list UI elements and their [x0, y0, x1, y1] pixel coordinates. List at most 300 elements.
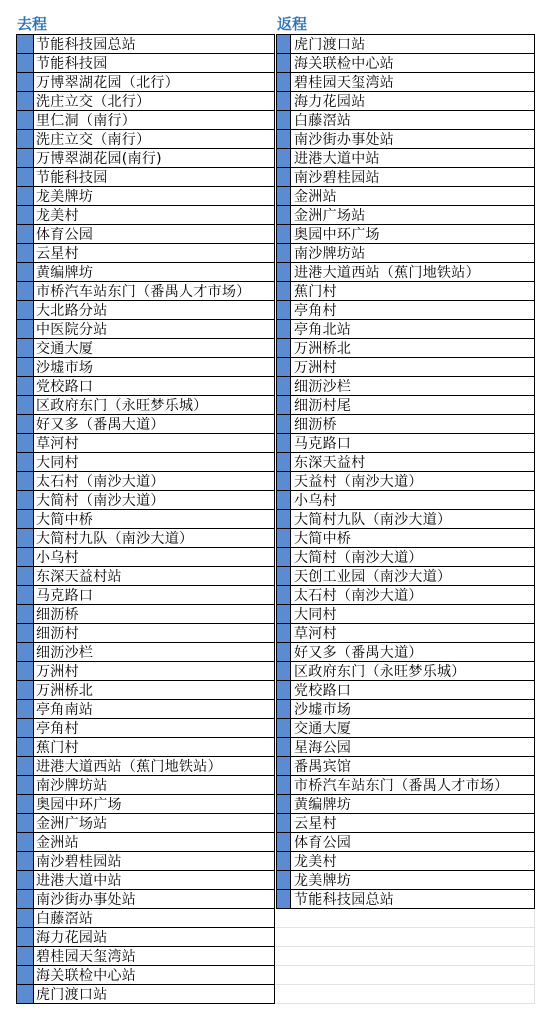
stop-name: 黄编牌坊 [36, 265, 94, 281]
stop-row[interactable] [16, 301, 275, 320]
stop-marker [17, 358, 34, 376]
stop-row[interactable] [276, 358, 535, 377]
empty-grid-row [276, 928, 535, 947]
stop-marker [277, 282, 291, 300]
stop-row[interactable] [16, 396, 275, 415]
stop-row[interactable] [16, 605, 275, 624]
stop-row[interactable] [16, 700, 275, 719]
stop-name: 进港大道西站（蕉门地铁站） [36, 759, 222, 775]
stop-name: 碧桂园天玺湾站 [294, 75, 395, 91]
stop-marker [17, 586, 34, 604]
stop-row[interactable] [16, 852, 275, 871]
stop-name: 进港大道中站 [36, 873, 122, 889]
stop-name: 党校路口 [36, 379, 94, 395]
stop-row[interactable] [276, 643, 535, 662]
stop-name: 交通大厦 [36, 341, 94, 357]
stop-marker [277, 567, 291, 585]
stop-marker [17, 301, 34, 319]
stop-row[interactable] [276, 206, 535, 225]
stop-name: 小乌村 [294, 493, 337, 509]
stop-marker [17, 567, 34, 585]
stop-marker [17, 985, 34, 1003]
stop-row[interactable] [16, 624, 275, 643]
stop-marker [277, 415, 291, 433]
stop-name: 大简中桥 [294, 531, 352, 547]
stop-row[interactable] [276, 681, 535, 700]
stop-name: 白藤滘站 [36, 911, 94, 927]
stop-row[interactable] [276, 453, 535, 472]
stop-name: 里仁洞（南行） [36, 113, 137, 129]
stop-row[interactable] [16, 320, 275, 339]
stop-marker [277, 377, 291, 395]
stop-marker [277, 244, 291, 262]
stop-name: 星海公园 [294, 740, 352, 756]
stop-marker [277, 54, 291, 72]
stop-row[interactable] [16, 738, 275, 757]
stop-row[interactable] [16, 73, 275, 92]
stop-marker [277, 643, 291, 661]
stop-marker [17, 73, 34, 91]
stop-name: 大简村九队（南沙大道） [36, 531, 194, 547]
stop-name: 白藤滘站 [294, 113, 352, 129]
stop-row[interactable] [276, 415, 535, 434]
stop-name: 好又多（番禺大道） [294, 645, 423, 661]
stop-row[interactable] [16, 491, 275, 510]
stop-marker [277, 434, 291, 452]
stop-name: 沙墟市场 [36, 360, 94, 376]
stop-row[interactable] [16, 168, 275, 187]
stop-name: 进港大道西站（蕉门地铁站） [294, 265, 480, 281]
stop-marker [17, 244, 34, 262]
stop-row[interactable] [16, 472, 275, 491]
stop-row[interactable] [16, 377, 275, 396]
stop-row[interactable] [276, 377, 535, 396]
stop-marker [17, 149, 34, 167]
stop-marker [17, 54, 34, 72]
stop-row[interactable] [16, 795, 275, 814]
stop-marker [277, 187, 291, 205]
stop-marker [17, 339, 34, 357]
stop-marker [17, 510, 34, 528]
stop-row[interactable] [276, 814, 535, 833]
stop-name: 中医院分站 [36, 322, 108, 338]
stop-row[interactable] [16, 662, 275, 681]
stop-name: 节能科技园 [36, 56, 108, 72]
stop-marker [17, 852, 34, 870]
stop-marker [277, 510, 291, 528]
stop-row[interactable] [16, 681, 275, 700]
stop-marker [277, 833, 291, 851]
stop-row[interactable] [276, 529, 535, 548]
stop-name: 金洲广场站 [36, 816, 108, 832]
stop-name: 太石村（南沙大道） [294, 588, 423, 604]
stop-row[interactable] [276, 396, 535, 415]
stop-marker [17, 92, 34, 110]
stop-row[interactable] [276, 187, 535, 206]
stop-marker [17, 681, 34, 699]
stop-name: 金洲站 [294, 189, 337, 205]
stop-name: 细沥沙栏 [294, 379, 352, 395]
stop-name: 万洲桥北 [36, 683, 94, 699]
stop-marker [277, 852, 291, 870]
outbound-stop-list [16, 34, 275, 1004]
stop-row[interactable] [276, 472, 535, 491]
stop-row[interactable] [276, 567, 535, 586]
stop-name: 南沙街办事处站 [36, 892, 137, 908]
outbound-column [16, 14, 275, 1004]
stop-name: 交通大厦 [294, 721, 352, 737]
stop-row[interactable] [16, 34, 275, 54]
stop-name: 南沙碧桂园站 [294, 170, 380, 186]
stop-marker [277, 662, 291, 680]
stop-marker [17, 35, 34, 53]
stop-row[interactable] [16, 966, 275, 985]
stop-marker [17, 548, 34, 566]
stop-name: 体育公园 [294, 835, 352, 851]
empty-grid-area [276, 909, 535, 1004]
stop-marker [17, 928, 34, 946]
stop-row[interactable] [276, 149, 535, 168]
stop-name: 南沙牌坊站 [36, 778, 108, 794]
stop-name: 大同村 [36, 455, 79, 471]
stop-name: 区政府东门（永旺梦乐城） [36, 398, 208, 414]
stop-row[interactable] [276, 510, 535, 529]
stop-marker [277, 73, 291, 91]
stop-row[interactable] [276, 320, 535, 339]
stop-marker [17, 111, 34, 129]
stop-marker [17, 377, 34, 395]
stop-marker [17, 472, 34, 490]
stop-name: 龙美村 [294, 854, 337, 870]
stop-row[interactable] [16, 339, 275, 358]
stop-marker [277, 320, 291, 338]
stop-name: 节能科技园总站 [36, 37, 137, 53]
stop-name: 马克路口 [36, 588, 94, 604]
stop-row[interactable] [16, 567, 275, 586]
stop-name: 党校路口 [294, 683, 352, 699]
stop-row[interactable] [276, 624, 535, 643]
stop-marker [17, 624, 34, 642]
stop-marker [277, 206, 291, 224]
stop-row[interactable] [16, 111, 275, 130]
stop-name: 区政府东门（永旺梦乐城） [294, 664, 466, 680]
stop-row[interactable] [276, 852, 535, 871]
stop-name: 蕉门村 [294, 284, 337, 300]
stop-name: 万洲桥北 [294, 341, 352, 357]
stop-name: 奥园中环广场 [36, 797, 122, 813]
stop-marker [277, 871, 291, 889]
stop-row[interactable] [16, 776, 275, 795]
stop-name: 草河村 [36, 436, 79, 452]
stop-marker [277, 700, 291, 718]
empty-grid-row [276, 985, 535, 1004]
stop-marker [277, 757, 291, 775]
stop-marker [277, 396, 291, 414]
stop-marker [17, 700, 34, 718]
stop-marker [277, 529, 291, 547]
stop-row[interactable] [16, 244, 275, 263]
stop-row[interactable] [16, 225, 275, 244]
stop-name: 亭角村 [294, 303, 337, 319]
stop-marker [277, 358, 291, 376]
stop-marker [17, 795, 34, 813]
stop-name: 大简村（南沙大道） [294, 550, 423, 566]
stop-marker [277, 111, 291, 129]
stop-name: 云星村 [294, 816, 337, 832]
stop-name: 大简村（南沙大道） [36, 493, 165, 509]
stop-name: 洗庄立交（南行） [36, 132, 151, 148]
stop-marker [277, 681, 291, 699]
stop-row[interactable] [16, 643, 275, 662]
stop-name: 亭角北站 [294, 322, 352, 338]
stop-name: 细沥村 [36, 626, 79, 642]
stop-name: 海关联检中心站 [294, 56, 395, 72]
stop-row[interactable] [16, 947, 275, 966]
stop-name: 龙美牌坊 [294, 873, 352, 889]
stop-marker [17, 966, 34, 984]
stop-row[interactable] [276, 244, 535, 263]
stop-marker [17, 206, 34, 224]
stop-row[interactable] [276, 795, 535, 814]
stop-row[interactable] [16, 434, 275, 453]
stop-name: 细沥村尾 [294, 398, 352, 414]
stop-marker [17, 890, 34, 908]
stop-row[interactable] [276, 548, 535, 567]
stop-row[interactable] [276, 225, 535, 244]
stop-marker [17, 225, 34, 243]
stop-name: 细沥沙栏 [36, 645, 94, 661]
stop-name: 云星村 [36, 246, 79, 262]
stop-marker [17, 396, 34, 414]
stop-row[interactable] [16, 890, 275, 909]
stop-marker [17, 187, 34, 205]
stop-row[interactable] [276, 491, 535, 510]
stop-name: 碧桂园天玺湾站 [36, 949, 137, 965]
stop-name: 节能科技园总站 [294, 892, 395, 908]
stop-name: 细沥桥 [36, 607, 79, 623]
stop-name: 小乌村 [36, 550, 79, 566]
stop-marker [17, 719, 34, 737]
stop-row[interactable] [276, 168, 535, 187]
stop-name: 大同村 [294, 607, 337, 623]
stop-marker [277, 890, 291, 908]
stop-marker [277, 795, 291, 813]
empty-grid-row [276, 966, 535, 985]
stop-name: 太石村（南沙大道） [36, 474, 165, 490]
return-stop-list [276, 34, 535, 909]
stop-row[interactable] [16, 928, 275, 947]
stop-row[interactable] [276, 73, 535, 92]
stop-name: 天益村（南沙大道） [294, 474, 423, 490]
stop-row[interactable] [16, 453, 275, 472]
stop-marker [17, 168, 34, 186]
stop-marker [277, 586, 291, 604]
stop-marker [277, 548, 291, 566]
stop-row[interactable] [16, 282, 275, 301]
empty-grid-row [276, 909, 535, 928]
stop-marker [17, 738, 34, 756]
stop-name: 好又多（番禺大道） [36, 417, 165, 433]
stop-name: 金洲站 [36, 835, 79, 851]
stop-row[interactable] [276, 871, 535, 890]
stop-row[interactable] [16, 871, 275, 890]
stop-name: 节能科技园 [36, 170, 108, 186]
stop-row[interactable] [16, 206, 275, 225]
stop-name: 蕉门村 [36, 740, 79, 756]
stop-name: 番禺宾馆 [294, 759, 352, 775]
stop-marker [17, 263, 34, 281]
stop-row[interactable] [276, 282, 535, 301]
stop-name: 万洲村 [294, 360, 337, 376]
stop-marker [277, 35, 291, 53]
stop-marker [17, 130, 34, 148]
stop-marker [17, 415, 34, 433]
stop-row[interactable] [16, 54, 275, 73]
stop-row[interactable] [276, 434, 535, 453]
stop-name: 万洲村 [36, 664, 79, 680]
stop-marker [17, 453, 34, 471]
stop-name: 龙美牌坊 [36, 189, 94, 205]
stop-row[interactable] [16, 130, 275, 149]
stop-row[interactable] [16, 719, 275, 738]
stop-row[interactable] [16, 415, 275, 434]
stop-marker [277, 605, 291, 623]
stop-name: 市桥汽车站东门（番禺人才市场） [294, 778, 509, 794]
stop-marker [277, 168, 291, 186]
stop-row[interactable] [276, 263, 535, 282]
stop-name: 海关联检中心站 [36, 968, 137, 984]
stop-row[interactable] [16, 814, 275, 833]
stop-name: 虎门渡口站 [294, 37, 366, 53]
stop-name: 东深天益村 [294, 455, 366, 471]
stop-marker [17, 814, 34, 832]
stop-marker [17, 529, 34, 547]
stop-name: 奥园中环广场 [294, 227, 380, 243]
stop-marker [17, 320, 34, 338]
stop-row[interactable] [276, 339, 535, 358]
stop-row[interactable] [276, 34, 535, 54]
stop-row[interactable] [276, 662, 535, 681]
stop-marker [277, 719, 291, 737]
stop-name: 金洲广场站 [294, 208, 366, 224]
stop-marker [277, 472, 291, 490]
stop-marker [17, 662, 34, 680]
stop-row[interactable] [276, 586, 535, 605]
stop-row[interactable] [16, 985, 275, 1004]
stop-row[interactable] [276, 301, 535, 320]
stop-row[interactable] [276, 605, 535, 624]
stop-name: 南沙碧桂园站 [36, 854, 122, 870]
stop-row[interactable] [16, 187, 275, 206]
stop-marker [277, 339, 291, 357]
stop-name: 亭角村 [36, 721, 79, 737]
stop-marker [17, 434, 34, 452]
stop-name: 虎门渡口站 [36, 987, 108, 1003]
stop-row[interactable] [16, 529, 275, 548]
stop-name: 细沥桥 [294, 417, 337, 433]
stop-name: 进港大道中站 [294, 151, 380, 167]
stop-marker [277, 149, 291, 167]
stop-name: 市桥汽车站东门（番禺人才市场） [36, 284, 251, 300]
stop-name: 体育公园 [36, 227, 94, 243]
stop-marker [277, 301, 291, 319]
stop-row[interactable] [16, 510, 275, 529]
stop-row[interactable] [276, 776, 535, 795]
stop-row[interactable] [276, 833, 535, 852]
stop-row[interactable] [16, 833, 275, 852]
outbound-header: 去程 [17, 15, 48, 33]
stop-name: 万博翠湖花园（北行） [36, 75, 179, 91]
stop-marker [17, 871, 34, 889]
stop-row[interactable] [16, 263, 275, 282]
return-header: 返程 [277, 15, 308, 33]
stop-row[interactable] [16, 149, 275, 168]
stop-name: 海力花园站 [36, 930, 108, 946]
stop-row[interactable] [16, 586, 275, 605]
stop-name: 东深天益村站 [36, 569, 122, 585]
stop-row[interactable] [276, 111, 535, 130]
stop-name: 沙墟市场 [294, 702, 352, 718]
stop-marker [17, 757, 34, 775]
stop-row[interactable] [276, 719, 535, 738]
stop-marker [17, 947, 34, 965]
stop-marker [277, 491, 291, 509]
stop-marker [17, 909, 34, 927]
empty-grid-row [276, 947, 535, 966]
stop-row[interactable] [16, 757, 275, 776]
stop-name: 海力花园站 [294, 94, 366, 110]
stop-name: 大北路分站 [36, 303, 108, 319]
stop-name: 万博翠湖花园(南行) [36, 151, 162, 167]
stop-name: 草河村 [294, 626, 337, 642]
stop-row[interactable] [276, 757, 535, 776]
stop-marker [277, 814, 291, 832]
stop-marker [277, 776, 291, 794]
stop-name: 马克路口 [294, 436, 352, 452]
stop-marker [17, 833, 34, 851]
stop-row[interactable] [276, 700, 535, 719]
stop-marker [17, 491, 34, 509]
stop-marker [277, 92, 291, 110]
stop-marker [17, 776, 34, 794]
stop-marker [277, 624, 291, 642]
return-column [276, 14, 535, 1004]
stop-name: 南沙牌坊站 [294, 246, 366, 262]
stop-row[interactable] [276, 92, 535, 111]
stop-marker [17, 643, 34, 661]
stop-marker [277, 738, 291, 756]
stop-row[interactable] [16, 92, 275, 111]
stop-marker [17, 282, 34, 300]
stop-marker [277, 453, 291, 471]
stop-name: 天创工业园（南沙大道） [294, 569, 452, 585]
stop-row[interactable] [276, 738, 535, 757]
stop-row[interactable] [276, 130, 535, 149]
stop-row[interactable] [16, 358, 275, 377]
stop-name: 黄编牌坊 [294, 797, 352, 813]
stop-name: 洗庄立交（北行） [36, 94, 151, 110]
stop-name: 南沙街办事处站 [294, 132, 395, 148]
stop-name: 大简村九队（南沙大道） [294, 512, 452, 528]
stop-marker [17, 605, 34, 623]
stop-row[interactable] [16, 909, 275, 928]
stop-name: 亭角南站 [36, 702, 94, 718]
stop-row[interactable] [16, 548, 275, 567]
stop-name: 龙美村 [36, 208, 79, 224]
stop-row[interactable] [276, 54, 535, 73]
stop-marker [277, 130, 291, 148]
stop-row[interactable] [276, 890, 535, 909]
